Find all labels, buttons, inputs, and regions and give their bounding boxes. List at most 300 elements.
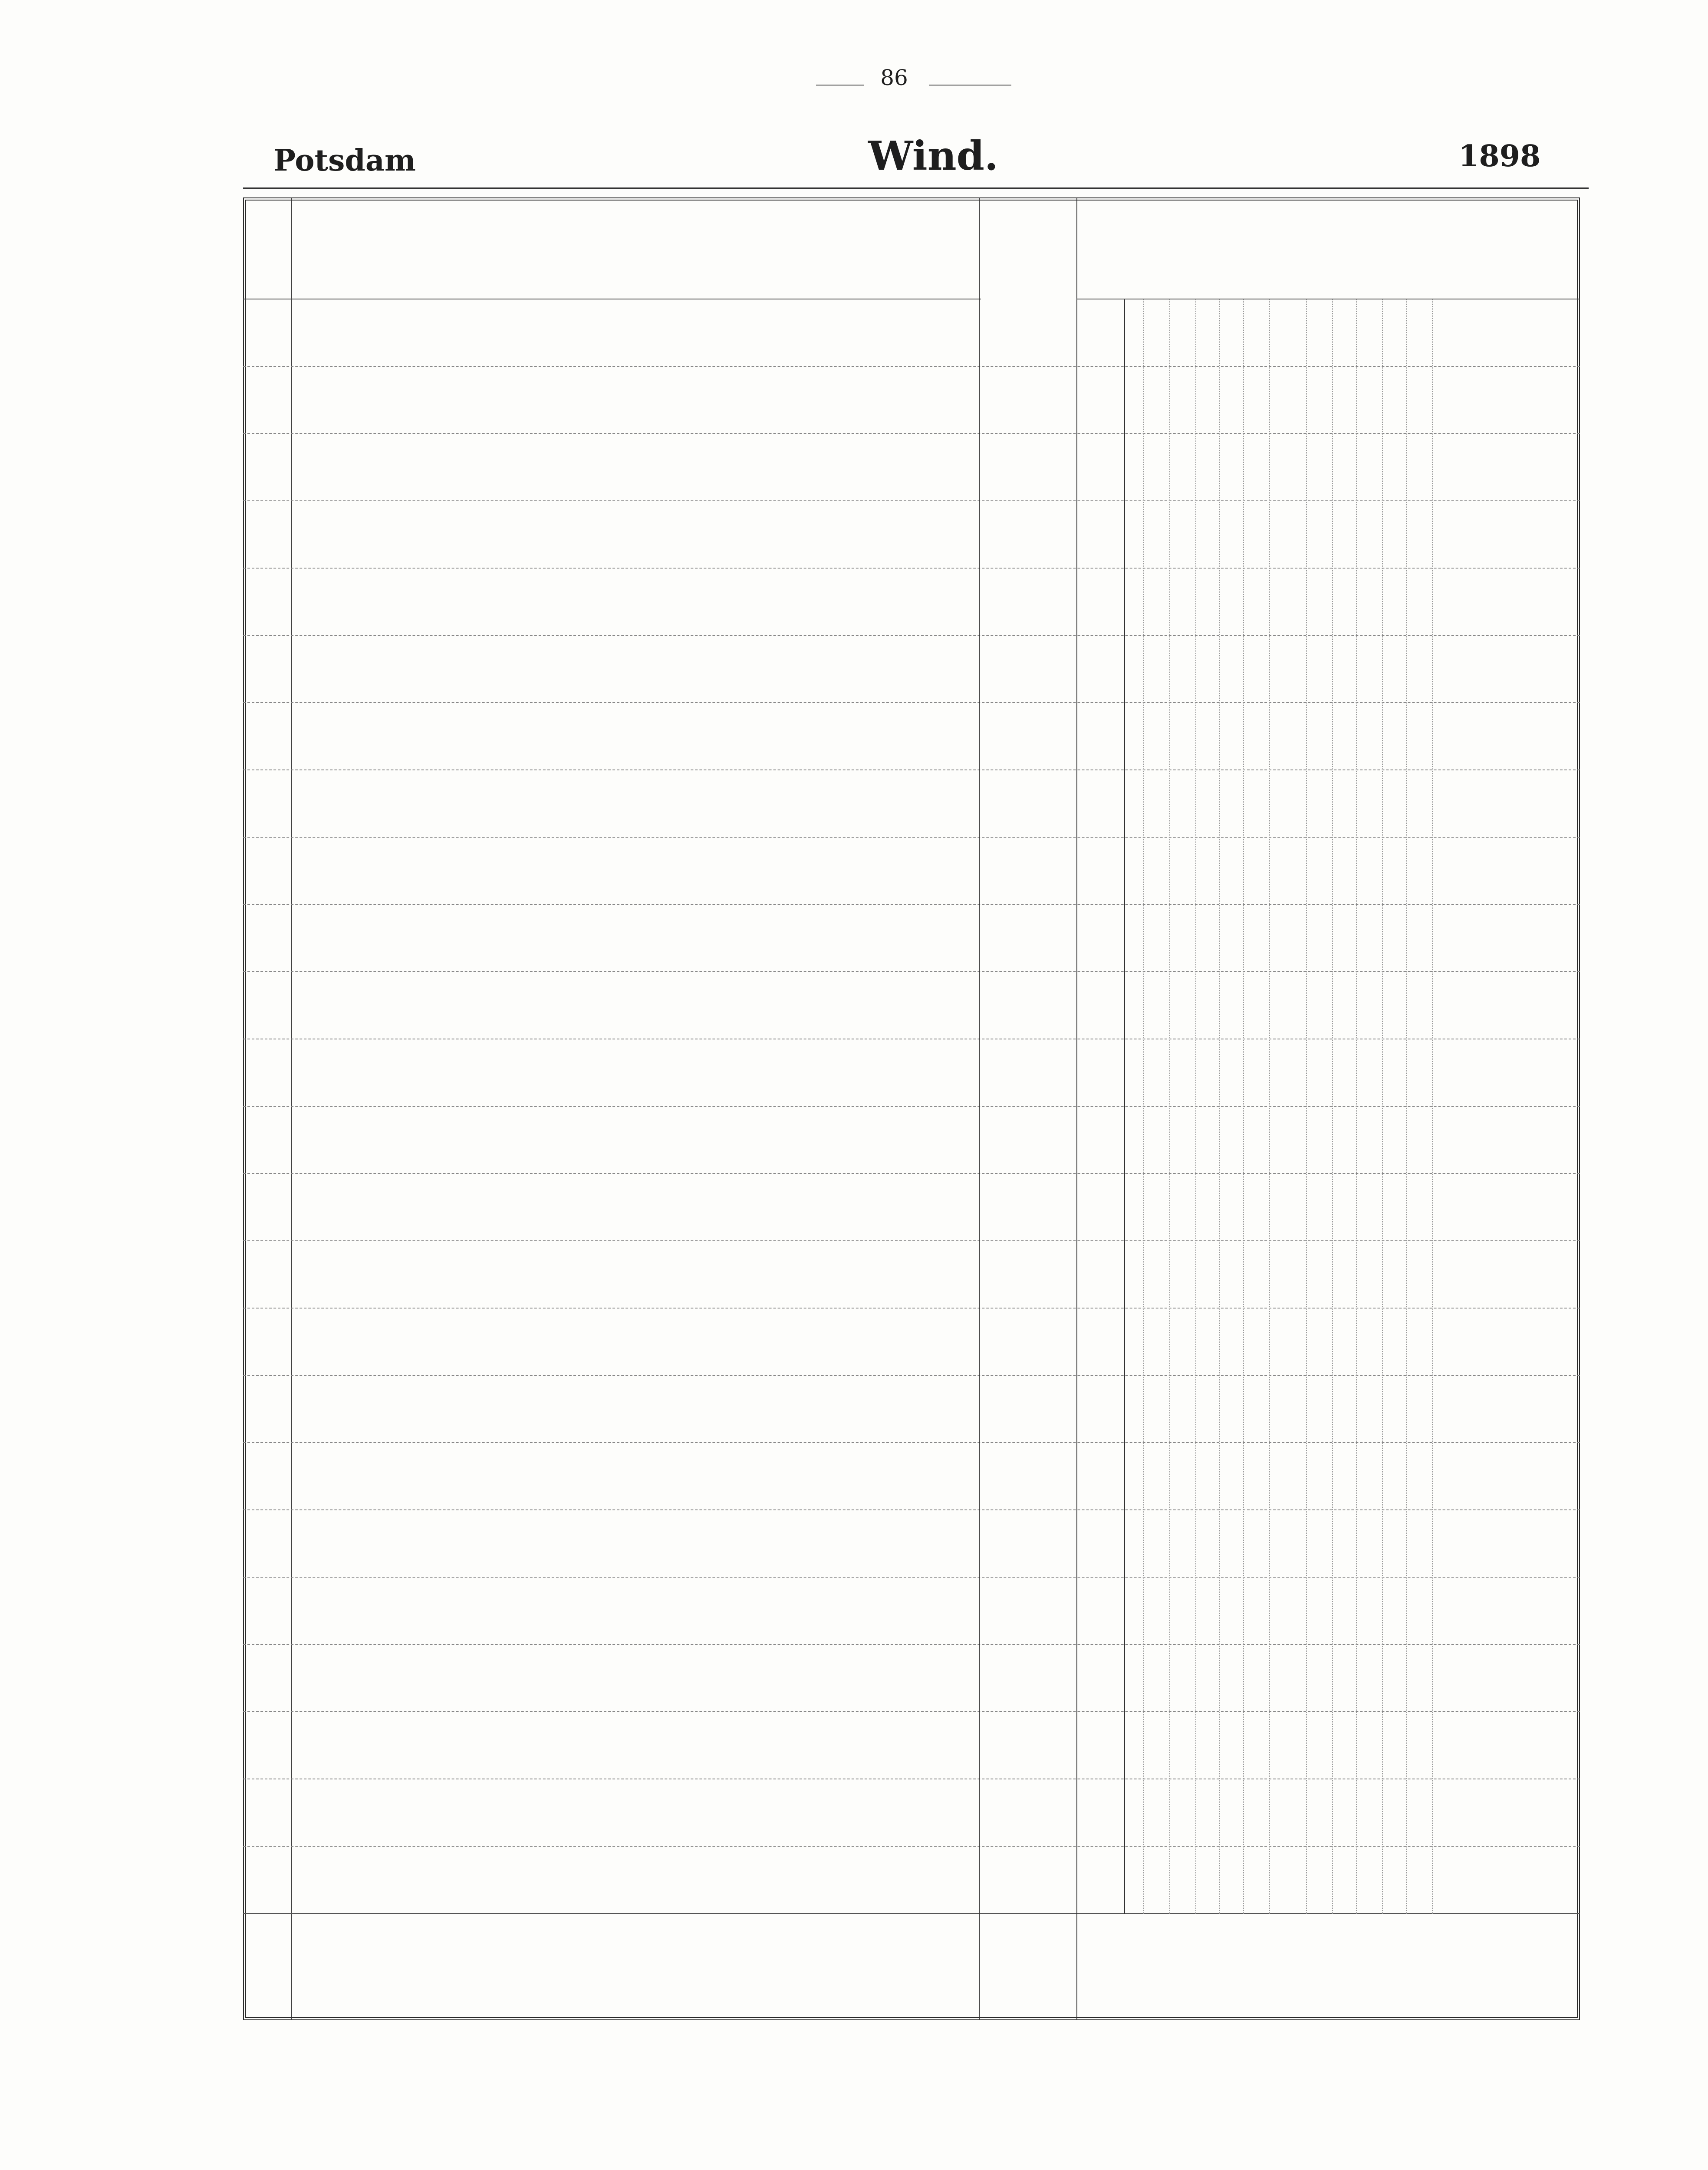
deviation-cell (1333, 434, 1356, 501)
deviation-cell (1409, 1039, 1432, 1107)
month-label (701, 1918, 720, 2012)
wind-speed-cell (701, 703, 720, 770)
hour-column-header (252, 367, 282, 434)
deviation-cell (1172, 434, 1195, 501)
deviation-cell (1333, 1309, 1356, 1376)
deviation-cell (1172, 569, 1195, 636)
wind-speed-cell (757, 1510, 777, 1578)
deviation-cell (1220, 838, 1243, 905)
deviation-cell (1382, 569, 1406, 636)
deviation-cell (1146, 367, 1169, 434)
deviation-cell (1382, 905, 1406, 972)
deviation-cell (1220, 1039, 1243, 1107)
wind-speed-cell (587, 367, 606, 434)
wind-speed-cell (645, 501, 664, 569)
wind-speed-cell (664, 569, 683, 636)
deviation-cell (1333, 1645, 1356, 1712)
wind-speed-cell (701, 1578, 720, 1645)
deviation-cell (1409, 1510, 1432, 1578)
wind-speed-cell (701, 367, 720, 434)
wind-speed-cell (701, 1107, 720, 1174)
deviation-cell (1196, 1847, 1219, 1914)
wind-speed-cell (831, 1779, 850, 1847)
deviation-cell (1146, 1510, 1169, 1578)
wind-speed-cell (757, 1174, 777, 1241)
month-label (569, 1918, 588, 2012)
deviation-cell (1333, 905, 1356, 972)
wind-speed-cell (569, 434, 588, 501)
wind-speed-cell (664, 1779, 683, 1847)
wind-speed-cell (738, 838, 757, 905)
wind-speed-cell (777, 1241, 796, 1309)
daily-mean-cell (757, 197, 777, 299)
deviation-cell (1172, 636, 1195, 703)
wind-speed-cell (701, 1039, 720, 1107)
deviation-cell (1309, 1510, 1332, 1578)
deviation-cell (1382, 838, 1406, 905)
wind-speed-cell (795, 1443, 814, 1510)
wind-speed-cell (720, 1107, 739, 1174)
wind-speed-cell (701, 1645, 720, 1712)
wind-speed-cell (777, 636, 796, 703)
deviation-cell (1283, 1174, 1306, 1241)
deviation-cell (1220, 1779, 1243, 1847)
wind-speed-cell (720, 770, 739, 838)
deviation-cell (1359, 569, 1382, 636)
deviation-cell (1382, 501, 1406, 569)
deviation-cell (1382, 1712, 1406, 1779)
deviation-cell (1246, 972, 1269, 1039)
deviation-cell (1172, 1578, 1195, 1645)
wind-speed-cell (738, 1174, 757, 1241)
deviation-cell (1445, 1443, 1469, 1510)
wind-speed-cell (757, 1107, 777, 1174)
wind-speed-cell (664, 636, 683, 703)
deviation-cell (1196, 1039, 1219, 1107)
month-label (1445, 1918, 1469, 2012)
wind-speed-cell (777, 1443, 796, 1510)
wind-speed-cell (720, 1039, 739, 1107)
wind-speed-cell (569, 1645, 588, 1712)
deviation-cell (1220, 1376, 1243, 1443)
wind-speed-cell (645, 1241, 664, 1309)
wind-speed-cell (587, 838, 606, 905)
wind-speed-cell (625, 1510, 644, 1578)
wind-speed-cell (831, 1578, 850, 1645)
wind-speed-cell (795, 1645, 814, 1712)
deviation-cell (1359, 972, 1382, 1039)
wind-speed-cell (831, 770, 850, 838)
deviation-cell (1283, 501, 1306, 569)
wind-speed-cell (587, 1174, 606, 1241)
month-label (720, 1918, 739, 2012)
wind-speed-cell (587, 1645, 606, 1712)
wind-speed-cell (777, 1510, 796, 1578)
deviation-cell (1196, 1309, 1219, 1376)
wind-speed-cell (831, 1376, 850, 1443)
month-label (645, 1918, 664, 2012)
wind-speed-cell (757, 770, 777, 838)
station-name: Potsdam (273, 143, 416, 178)
wind-speed-cell (645, 1309, 664, 1376)
deviation-cell (1220, 434, 1243, 501)
wind-speed-cell (777, 1309, 796, 1376)
deviation-cell (1220, 636, 1243, 703)
wind-speed-cell (587, 770, 606, 838)
deviation-cell (1172, 1712, 1195, 1779)
wind-speed-cell (569, 703, 588, 770)
wind-speed-cell (625, 1309, 644, 1376)
deviation-cell (1359, 636, 1382, 703)
wind-speed-cell (569, 501, 588, 569)
deviation-cell (1382, 1779, 1406, 1847)
deviation-cell (1382, 770, 1406, 838)
deviation-cell (1283, 1779, 1306, 1847)
wind-speed-cell (645, 838, 664, 905)
wind-speed-cell (605, 1510, 624, 1578)
deviation-cell (1445, 1107, 1469, 1174)
deviation-cell (1196, 1241, 1219, 1309)
wind-speed-cell (831, 1039, 850, 1107)
deviation-cell (1196, 838, 1219, 905)
wind-speed-cell (645, 972, 664, 1039)
deviation-cell (1172, 905, 1195, 972)
deviation-cell (1146, 501, 1169, 569)
wind-speed-cell (605, 1779, 624, 1847)
deviation-cell (1445, 703, 1469, 770)
deviation-cell (1246, 838, 1269, 905)
wind-speed-cell (757, 1712, 777, 1779)
deviation-cell (1246, 1779, 1269, 1847)
wind-speed-cell (701, 838, 720, 905)
wind-speed-cell (645, 1847, 664, 1914)
wind-speed-cell (777, 367, 796, 434)
deviation-cell (1120, 1712, 1143, 1779)
hour-column-header (252, 1712, 282, 1779)
deviation-cell (1309, 1645, 1332, 1712)
wind-speed-cell (645, 636, 664, 703)
deviation-cell (1359, 1645, 1382, 1712)
hour-column-header (252, 905, 282, 972)
deviation-cell (1309, 1107, 1332, 1174)
deviation-cell (1246, 770, 1269, 838)
deviation-cell (1172, 1039, 1195, 1107)
wind-speed-cell (720, 1309, 739, 1376)
wind-speed-cell (777, 1039, 796, 1107)
wind-speed-cell (701, 1712, 720, 1779)
wind-speed-cell (625, 1645, 644, 1712)
deviation-cell (1359, 367, 1382, 434)
deviation-cell (1220, 1174, 1243, 1241)
deviation-cell (1220, 569, 1243, 636)
deviation-cell (1283, 636, 1306, 703)
wind-speed-cell (645, 1779, 664, 1847)
wind-speed-cell (625, 838, 644, 905)
month-label (777, 1918, 796, 2012)
deviation-cell (1283, 703, 1306, 770)
wind-speed-cell (831, 299, 850, 367)
wind-speed-cell (777, 1712, 796, 1779)
wind-speed-cell (664, 1443, 683, 1510)
deviation-cell (1246, 1107, 1269, 1174)
month-label (625, 1918, 644, 2012)
deviation-cell (1283, 434, 1306, 501)
deviation-cell (1445, 905, 1469, 972)
wind-speed-cell (625, 1443, 644, 1510)
deviation-cell (1120, 770, 1143, 838)
deviation-cell (1382, 1309, 1406, 1376)
deviation-cell (1333, 1107, 1356, 1174)
wind-speed-cell (645, 1645, 664, 1712)
deviation-cell (1382, 1847, 1406, 1914)
wind-speed-cell (625, 299, 644, 367)
month-label (1283, 1918, 1306, 2012)
wind-speed-cell (645, 770, 664, 838)
wind-speed-cell (645, 299, 664, 367)
deviation-cell (1146, 703, 1169, 770)
deviation-cell (1409, 299, 1432, 367)
deviation-cell (1146, 1241, 1169, 1309)
wind-speed-cell (605, 1241, 624, 1309)
deviation-cell (1246, 1443, 1269, 1510)
deviation-cell (1220, 1309, 1243, 1376)
wind-speed-cell (738, 1847, 757, 1914)
deviation-cell (1146, 1039, 1169, 1107)
deviation-cell (1120, 703, 1143, 770)
deviation-cell (1172, 1779, 1195, 1847)
wind-speed-cell (757, 905, 777, 972)
wind-speed-cell (645, 1443, 664, 1510)
deviation-cell (1359, 1443, 1382, 1510)
month-label (1246, 1918, 1269, 2012)
deviation-cell (1409, 1712, 1432, 1779)
wind-speed-cell (625, 367, 644, 434)
deviation-cell (1409, 1847, 1432, 1914)
deviation-cell (1196, 703, 1219, 770)
wind-speed-cell (587, 569, 606, 636)
wind-speed-cell (831, 1443, 850, 1510)
deviation-cell (1359, 770, 1382, 838)
deviation-cell (1445, 367, 1469, 434)
deviation-cell (1283, 299, 1306, 367)
hour-column-header (252, 838, 282, 905)
hour-column-header (252, 501, 282, 569)
deviation-cell (1359, 703, 1382, 770)
wind-speed-cell (587, 905, 606, 972)
deviation-cell (1146, 972, 1169, 1039)
deviation-cell (1445, 1712, 1469, 1779)
wind-speed-cell (645, 905, 664, 972)
deviation-cell (1120, 1847, 1143, 1914)
deviation-cell (1359, 1039, 1382, 1107)
wind-speed-cell (720, 703, 739, 770)
month-label (1220, 1918, 1243, 2012)
deviation-cell (1309, 1241, 1332, 1309)
deviation-cell (1283, 1107, 1306, 1174)
hour-column-header (252, 1107, 282, 1174)
deviation-cell (1120, 1039, 1143, 1107)
wind-speed-cell (569, 1376, 588, 1443)
deviation-cell (1445, 1510, 1469, 1578)
deviation-cell (1445, 636, 1469, 703)
deviation-cell (1172, 1847, 1195, 1914)
row-rule (1169, 299, 1170, 1914)
deviation-cell (1409, 1241, 1432, 1309)
wind-speed-cell (757, 1578, 777, 1645)
wind-speed-cell (625, 501, 644, 569)
wind-speed-cell (795, 703, 814, 770)
wind-speed-cell (701, 972, 720, 1039)
deviation-cell (1333, 636, 1356, 703)
deviation-cell (1359, 1309, 1382, 1376)
wind-speed-cell (605, 569, 624, 636)
wind-speed-cell (777, 838, 796, 905)
wind-speed-cell (587, 1712, 606, 1779)
deviation-cell (1172, 299, 1195, 367)
wind-speed-cell (831, 905, 850, 972)
deviation-cell (1246, 1309, 1269, 1376)
deviation-cell (1120, 1107, 1143, 1174)
deviation-cell (1172, 972, 1195, 1039)
deviation-cell (1146, 1578, 1169, 1645)
wind-speed-cell (795, 636, 814, 703)
deviation-cell (1120, 1510, 1143, 1578)
wind-speed-cell (701, 569, 720, 636)
wind-speed-cell (664, 972, 683, 1039)
wind-speed-cell (664, 1645, 683, 1712)
daily-mean-cell (645, 197, 664, 299)
wind-speed-cell (795, 1174, 814, 1241)
hour-column-header (252, 1376, 282, 1443)
deviation-cell (1283, 1510, 1306, 1578)
deviation-cell (1120, 1578, 1143, 1645)
deviation-cell (1246, 1645, 1269, 1712)
deviation-cell (1196, 1174, 1219, 1241)
deviation-cell (1333, 299, 1356, 367)
wind-speed-cell (587, 1241, 606, 1309)
deviation-cell (1359, 1376, 1382, 1443)
deviation-cell (1172, 1376, 1195, 1443)
deviation-cell (1382, 703, 1406, 770)
deviation-cell (1120, 299, 1143, 367)
deviation-cell (1172, 770, 1195, 838)
wind-speed-cell (569, 905, 588, 972)
wind-speed-cell (757, 972, 777, 1039)
deviation-cell (1172, 367, 1195, 434)
wind-speed-cell (777, 703, 796, 770)
deviation-cell (1146, 299, 1169, 367)
wind-speed-cell (720, 434, 739, 501)
deviation-cell (1333, 367, 1356, 434)
deviation-cell (1333, 1510, 1356, 1578)
deviation-cell (1283, 1578, 1306, 1645)
deviation-cell (1196, 905, 1219, 972)
wind-speed-cell (605, 299, 624, 367)
hour-column-header (252, 434, 282, 501)
deviation-cell (1333, 1578, 1356, 1645)
deviation-cell (1359, 1241, 1382, 1309)
wind-speed-cell (757, 1309, 777, 1376)
wind-speed-cell (720, 299, 739, 367)
deviation-cell (1146, 1645, 1169, 1712)
wind-speed-cell (605, 703, 624, 770)
deviation-cell (1309, 1309, 1332, 1376)
wind-speed-cell (738, 1241, 757, 1309)
deviation-cell (1196, 501, 1219, 569)
hour-column-header (252, 1309, 282, 1376)
page-title: Wind. (868, 132, 998, 179)
month-label (1172, 1918, 1195, 2012)
wind-speed-cell (569, 1847, 588, 1914)
wind-speed-cell (757, 703, 777, 770)
deviation-cell (1220, 770, 1243, 838)
daily-mean-cell (625, 197, 644, 299)
deviation-cell (1196, 367, 1219, 434)
wind-speed-cell (777, 501, 796, 569)
deviation-cell (1146, 1847, 1169, 1914)
wind-speed-cell (738, 972, 757, 1039)
deviation-cell (1359, 501, 1382, 569)
deviation-cell (1283, 838, 1306, 905)
deviation-cell (1172, 1174, 1195, 1241)
deviation-cell (1382, 1443, 1406, 1510)
wind-speed-cell (831, 569, 850, 636)
deviation-cell (1309, 905, 1332, 972)
section-b-title (1007, 299, 1042, 1914)
wind-speed-cell (795, 1107, 814, 1174)
wind-speed-cell (587, 1510, 606, 1578)
wind-speed-cell (701, 1510, 720, 1578)
deviation-cell (1445, 1376, 1469, 1443)
wind-speed-cell (569, 1241, 588, 1309)
wind-speed-cell (831, 501, 850, 569)
wind-speed-cell (625, 569, 644, 636)
daily-mean-cell (605, 197, 624, 299)
month-label (605, 1918, 624, 2012)
wind-speed-cell (569, 1510, 588, 1578)
deviation-cell (1333, 838, 1356, 905)
wind-speed-cell (625, 434, 644, 501)
deviation-cell (1246, 1174, 1269, 1241)
wind-speed-cell (587, 1578, 606, 1645)
month-label (1309, 1918, 1332, 2012)
deviation-cell (1382, 1645, 1406, 1712)
deviation-cell (1146, 770, 1169, 838)
hour-column-header (252, 1847, 282, 1914)
wind-speed-cell (757, 1039, 777, 1107)
wind-speed-cell (795, 367, 814, 434)
deviation-cell (1120, 1376, 1143, 1443)
deviation-cell (1445, 1174, 1469, 1241)
year: 1898 (1458, 139, 1541, 174)
wind-speed-cell (757, 838, 777, 905)
deviation-cell (1359, 434, 1382, 501)
wind-speed-cell (738, 905, 757, 972)
wind-speed-cell (777, 770, 796, 838)
wind-speed-cell (795, 1241, 814, 1309)
deviation-cell (1445, 1779, 1469, 1847)
wind-speed-cell (587, 1376, 606, 1443)
wind-speed-cell (645, 367, 664, 434)
deviation-cell (1309, 1712, 1332, 1779)
deviation-cell (1220, 1578, 1243, 1645)
wind-speed-cell (757, 636, 777, 703)
wind-speed-cell (831, 1309, 850, 1376)
deviation-cell (1196, 1510, 1219, 1578)
hour-column-header (252, 1039, 282, 1107)
wind-speed-cell (738, 1376, 757, 1443)
wind-speed-cell (605, 972, 624, 1039)
